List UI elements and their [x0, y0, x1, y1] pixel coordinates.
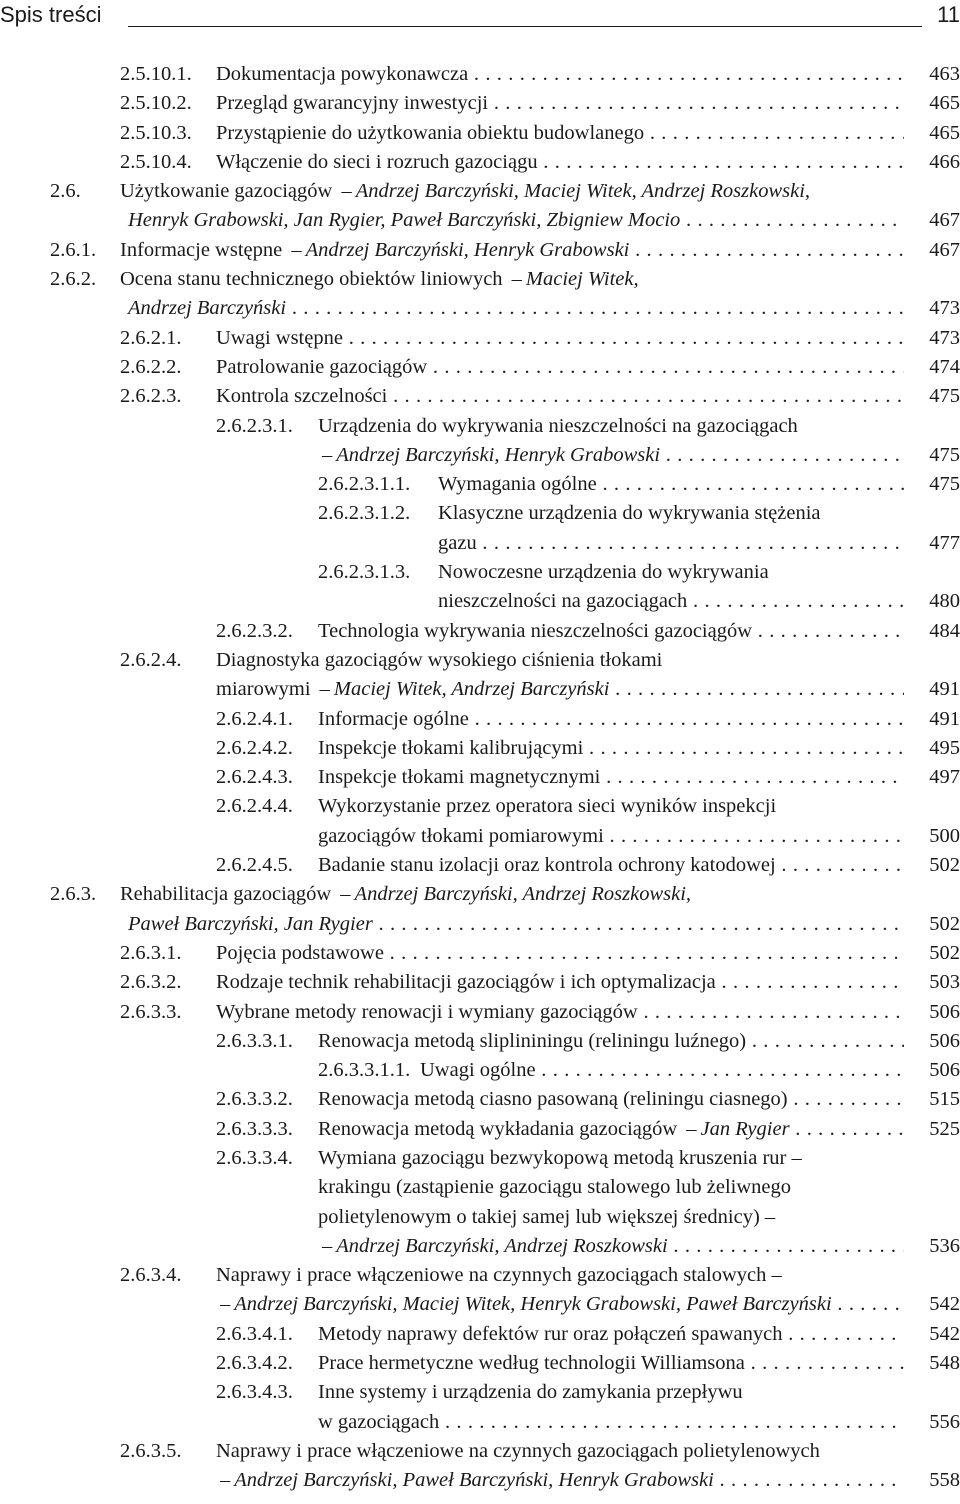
toc-entry-number: 2.5.10.4.	[120, 150, 192, 173]
toc-title-line	[120, 265, 904, 294]
toc-title-line	[318, 1173, 904, 1202]
toc-entry[interactable]	[0, 148, 960, 177]
toc-entry[interactable]	[0, 353, 960, 382]
toc-entry-number: 2.6.2.	[50, 268, 97, 291]
toc-entry-number: 2.6.3.5.	[120, 1439, 182, 1462]
toc-entry-title	[318, 792, 904, 851]
toc-entry[interactable]	[0, 1261, 960, 1320]
toc-title-text: Wymagania ogólne	[438, 473, 597, 496]
toc-title-line	[318, 441, 904, 470]
toc-entry-page: 497	[929, 766, 960, 789]
toc-title-line	[120, 236, 904, 265]
toc-title-line	[216, 998, 904, 1027]
toc-title-text: Urządzenia do wykrywania nieszczelności na gazociągach	[318, 414, 798, 437]
toc-title-text: Informacje wstępne	[120, 238, 283, 261]
toc-entry-number: 2.5.10.3.	[120, 121, 192, 144]
toc-entry-authors: Maciej Witek,	[525, 268, 639, 291]
toc-title-text: Technologia wykrywania nieszczelności gazociągów	[318, 619, 753, 642]
header-page-number: 11	[937, 2, 960, 27]
toc-title-line	[438, 587, 904, 616]
toc-entry-number: 2.6.3.2.	[120, 971, 182, 994]
toc-entry-number: 2.6.3.3.2.	[216, 1088, 293, 1111]
toc-entry-page: 506	[929, 1059, 960, 1082]
toc-title-text: krakingu (zastąpienie gazociągu stalowego lub żeliwnego	[318, 1176, 792, 1199]
toc-entry-page: 491	[929, 678, 960, 701]
toc-title-text: Wybrane metody renowacji i wymiany gazociągów	[216, 1000, 638, 1023]
toc-title-line	[420, 1056, 904, 1085]
toc-title-text: Renowacja metodą sliplininingu (reliningu luźnego)	[318, 1029, 747, 1052]
toc-entry-title	[318, 1085, 904, 1114]
toc-entry-number: 2.6.2.4.5.	[216, 854, 293, 877]
toc-entry-title	[120, 265, 904, 324]
toc-title-text: Przegląd gwarancyjny inwestycji	[216, 92, 489, 115]
toc-entry-title	[216, 353, 904, 382]
author-dash: –	[335, 883, 351, 906]
toc-title-text: Informacje ogólne	[318, 707, 469, 730]
toc-title-line	[318, 763, 904, 792]
toc-entry-page: 475	[929, 473, 960, 496]
author-dash: –	[681, 1117, 697, 1140]
toc-entry-number: 2.6.2.1.	[120, 326, 182, 349]
toc-title-line	[438, 558, 904, 587]
toc-title-text: Patrolowanie gazociągów	[216, 355, 428, 378]
toc-title-text: Naprawy i prace włączeniowe na czynnych gazociągach polietylenowych	[216, 1439, 820, 1462]
toc-entry-title	[216, 1261, 904, 1320]
toc-entry-title	[318, 734, 904, 763]
toc-title-line	[438, 470, 904, 499]
toc-entry-title	[216, 939, 904, 968]
toc-entry-page: 502	[929, 941, 960, 964]
toc-entry-page: 477	[929, 531, 960, 554]
toc-entry-authors: Andrzej Barczyński, Andrzej Roszkowski,	[354, 883, 692, 906]
toc-title-text: Renowacja metodą ciasno pasowaną (reliningu ciasnego)	[318, 1088, 788, 1111]
toc-entry-authors: Andrzej Barczyński, Henryk Grabowski	[305, 238, 630, 261]
toc-title-line	[438, 529, 904, 558]
toc-entry-page: 475	[929, 443, 960, 466]
toc-entry[interactable]	[0, 1144, 960, 1261]
toc-entry-page: 506	[929, 1029, 960, 1052]
toc-entry-number: 2.6.2.3.2.	[216, 619, 293, 642]
toc-title-text: polietylenowym o takiej samej lub większej średnicy) –	[318, 1205, 776, 1228]
toc-title-line	[318, 1349, 904, 1378]
toc-title-text: Klasyczne urządzenia do wykrywania stężenia	[438, 502, 821, 525]
toc-entry-number: 2.6.2.3.	[120, 385, 182, 408]
toc-entry-number: 2.6.3.4.2.	[216, 1352, 293, 1375]
toc-entry[interactable]	[0, 1027, 960, 1056]
toc-entry-page: 500	[929, 824, 960, 847]
toc-entry[interactable]	[0, 968, 960, 997]
toc-entry-number: 2.6.2.3.1.1.	[318, 473, 411, 496]
toc-entry[interactable]	[0, 705, 960, 734]
toc-entry-page: 465	[929, 92, 960, 115]
toc-entry[interactable]	[0, 60, 960, 89]
toc-entry-page: 480	[929, 590, 960, 613]
toc-entry-title	[438, 558, 904, 617]
toc-entry[interactable]	[0, 236, 960, 265]
toc-entry-page: 525	[929, 1117, 960, 1140]
toc-title-line	[216, 382, 904, 411]
toc-entry[interactable]	[0, 734, 960, 763]
toc-title-text: Przystąpienie do użytkowania obiektu budowlanego	[216, 121, 645, 144]
toc-title-line	[216, 353, 904, 382]
toc-entry[interactable]	[0, 851, 960, 880]
toc-entry-number: 2.6.1.	[50, 238, 97, 261]
toc-entry-number: 2.6.3.3.4.	[216, 1146, 293, 1169]
toc-entry-number: 2.6.3.4.1.	[216, 1322, 293, 1345]
toc-title-text: Kontrola szczelności	[216, 385, 388, 408]
toc-entry-number: 2.6.3.3.1.	[216, 1029, 293, 1052]
toc-title-line	[216, 968, 904, 997]
toc-entry-title	[318, 412, 904, 471]
toc-entry[interactable]	[0, 1437, 960, 1496]
toc-entry-page: 556	[929, 1410, 960, 1433]
toc-title-line	[120, 177, 904, 206]
toc-title-line	[318, 1027, 904, 1056]
toc-title-line	[318, 1115, 904, 1144]
toc-title-text: Wymiana gazociągu bezwykopową metodą kruszenia rur –	[318, 1146, 802, 1169]
toc-entry-title	[318, 1349, 904, 1378]
toc-title-text: Badanie stanu izolacji oraz kontrola ochrony katodowej	[318, 854, 776, 877]
toc-entry-page: 474	[929, 355, 960, 378]
toc-entry-authors: Jan Rygier	[700, 1117, 790, 1140]
toc-entry-number: 2.6.3.3.1.1.	[318, 1059, 411, 1082]
toc-entry[interactable]	[0, 499, 960, 558]
toc-title-text: Inspekcje tłokami magnetycznymi	[318, 766, 601, 789]
toc-entry-page: 475	[929, 385, 960, 408]
toc-title-line	[216, 148, 904, 177]
toc-entry[interactable]	[0, 763, 960, 792]
toc-title-line	[216, 89, 904, 118]
toc-entry[interactable]	[0, 1115, 960, 1144]
toc-title-text: Użytkowanie gazociągów	[120, 180, 333, 203]
toc-entry-title	[318, 851, 904, 880]
toc-title-line	[216, 675, 904, 704]
toc-entry[interactable]	[0, 89, 960, 118]
toc-entry-page: 515	[929, 1088, 960, 1111]
toc-entry-number: 2.6.2.3.1.2.	[318, 502, 411, 525]
toc-entry-number: 2.6.2.4.1.	[216, 707, 293, 730]
toc-title-text: Naprawy i prace włączeniowe na czynnych gazociągach stalowych –	[216, 1264, 782, 1287]
toc-title-text: Metody naprawy defektów rur oraz połączeń spawanych	[318, 1322, 783, 1345]
toc-entry-title	[318, 1378, 904, 1437]
toc-entry-number: 2.6.2.3.1.3.	[318, 561, 411, 584]
toc-entry[interactable]	[0, 119, 960, 148]
header-rule	[128, 26, 922, 27]
toc-entry-title	[216, 324, 904, 353]
toc-title-text: miarowymi	[216, 678, 311, 701]
toc-entry-title	[438, 499, 904, 558]
toc-entry-page: 506	[929, 1000, 960, 1023]
toc-title-line	[120, 910, 904, 939]
toc-entry[interactable]	[0, 939, 960, 968]
toc-entry-number: 2.6.2.2.	[120, 355, 182, 378]
toc-title-line	[318, 1378, 904, 1407]
toc-title-text: Dokumentacja powykonawcza	[216, 63, 469, 85]
author-dash: –	[220, 1293, 231, 1316]
toc-entry-title	[216, 60, 904, 89]
toc-entry-title	[216, 148, 904, 177]
toc-title-line	[318, 822, 904, 851]
toc-entry-page: 463	[929, 63, 960, 85]
toc-title-line	[318, 1085, 904, 1114]
toc-entry-title	[216, 119, 904, 148]
toc-entry-page: 467	[929, 238, 960, 261]
toc-entry-page: 502	[929, 912, 960, 935]
toc-entry-authors: Henryk Grabowski, Jan Rygier, Paweł Barczyński, Zbigniew Mocio	[128, 209, 681, 232]
toc-entry-title	[318, 1115, 904, 1144]
toc-title-line	[318, 617, 904, 646]
toc-title-line	[318, 792, 904, 821]
toc-entry-number: 2.6.3.3.3.	[216, 1117, 293, 1140]
toc-entry-number: 2.6.2.4.4.	[216, 795, 293, 818]
toc-entry[interactable]	[0, 792, 960, 851]
toc-entry-number: 2.6.3.3.	[120, 1000, 182, 1023]
toc-title-line	[216, 939, 904, 968]
toc-entry-page: 503	[929, 971, 960, 994]
toc-entry[interactable]	[0, 617, 960, 646]
toc-entry-title	[318, 1320, 904, 1349]
toc-entry-number: 2.6.2.4.3.	[216, 766, 293, 789]
toc-entry-page: 536	[929, 1234, 960, 1257]
toc-entry-authors: Andrzej Barczyński, Andrzej Roszkowski	[336, 1234, 668, 1257]
toc-entry[interactable]	[0, 470, 960, 499]
toc-entry[interactable]	[0, 382, 960, 411]
toc-entry-page: 542	[929, 1322, 960, 1345]
toc-entry-number: 2.6.2.3.1.	[216, 414, 293, 437]
toc-entry-authors: Andrzej Barczyński	[128, 297, 287, 320]
toc-title-line	[318, 1203, 904, 1232]
toc-entry-title	[438, 470, 904, 499]
toc-entry-page: 491	[929, 707, 960, 730]
toc-title-line	[318, 705, 904, 734]
toc-entry-page: 473	[929, 297, 960, 320]
toc-title-line	[318, 1232, 904, 1261]
toc-title-line	[438, 499, 904, 528]
toc-entry-title	[216, 646, 904, 705]
toc-title-text: Uwagi wstępne	[216, 326, 343, 349]
toc-entry-page: 558	[929, 1469, 960, 1492]
toc-entry[interactable]	[0, 324, 960, 353]
toc-entry-title	[120, 880, 904, 939]
toc-entry-page: 466	[929, 150, 960, 173]
toc-entry-number: 2.6.3.4.3.	[216, 1381, 293, 1404]
toc-entry-title	[318, 617, 904, 646]
toc-entry-page: 542	[929, 1293, 960, 1316]
toc-entry[interactable]	[0, 880, 960, 939]
author-dash: –	[336, 180, 352, 203]
toc-title-text: gazu	[438, 531, 477, 554]
toc-title-text: Inspekcje tłokami kalibrującymi	[318, 736, 584, 759]
toc-title-text: w gazociągach	[318, 1410, 440, 1433]
toc-title-line	[318, 1408, 904, 1437]
toc-title-text: Prace hermetyczne według technologii Williamsona	[318, 1352, 745, 1375]
toc-entry-title	[216, 998, 904, 1027]
header-title: Spis treści	[0, 2, 102, 27]
toc-entry-title	[318, 705, 904, 734]
page-header	[0, 0, 960, 32]
toc-entry[interactable]	[0, 1085, 960, 1114]
toc-entry-page: 473	[929, 326, 960, 349]
toc-title-text: Pojęcia podstawowe	[216, 941, 384, 964]
toc-entry-page: 502	[929, 854, 960, 877]
toc-title-text: Ocena stanu technicznego obiektów liniowych	[120, 268, 503, 291]
toc-title-line	[318, 851, 904, 880]
author-dash	[120, 209, 128, 231]
toc-title-text: Nowoczesne urządzenia do wykrywania	[438, 561, 769, 584]
toc-entry-title	[216, 968, 904, 997]
toc-title-line	[120, 206, 904, 235]
toc-title-line	[216, 60, 904, 89]
toc-title-line	[216, 1437, 904, 1466]
table-of-contents	[0, 60, 960, 1496]
toc-title-line	[216, 1261, 904, 1290]
toc-entry-authors: Andrzej Barczyński, Henryk Grabowski	[336, 443, 661, 466]
toc-entry-number: 2.6.	[50, 180, 81, 203]
toc-title-line	[120, 294, 904, 323]
toc-entry[interactable]	[0, 1320, 960, 1349]
toc-entry[interactable]	[0, 558, 960, 617]
author-dash: –	[286, 238, 302, 261]
toc-title-text: Rehabilitacja gazociągów	[120, 883, 332, 906]
toc-entry-number: 2.5.10.1.	[120, 63, 192, 85]
toc-entry-title	[318, 1027, 904, 1056]
toc-entry[interactable]	[0, 265, 960, 324]
toc-title-line	[318, 734, 904, 763]
toc-entry-authors: Andrzej Barczyński, Paweł Barczyński, Henryk Grabowski	[234, 1469, 714, 1492]
toc-entry-title	[318, 763, 904, 792]
toc-entry-number: 2.6.2.4.2.	[216, 736, 293, 759]
author-dash	[120, 913, 128, 935]
toc-title-line	[216, 646, 904, 675]
toc-title-text: Uwagi ogólne	[420, 1059, 536, 1082]
toc-entry-number: 2.6.3.1.	[120, 941, 182, 964]
toc-entry-title	[120, 236, 904, 265]
toc-title-text: Renowacja metodą wykładania gazociągów	[318, 1117, 678, 1140]
toc-title-line	[216, 119, 904, 148]
toc-entry-title	[216, 382, 904, 411]
toc-entry[interactable]	[0, 998, 960, 1027]
toc-title-line	[216, 1290, 904, 1319]
toc-entry-title	[318, 1144, 904, 1261]
toc-entry[interactable]	[0, 1349, 960, 1378]
toc-entry-page: 467	[929, 209, 960, 232]
author-dash	[120, 297, 128, 319]
toc-entry[interactable]	[0, 177, 960, 236]
toc-entry-page: 495	[929, 736, 960, 759]
author-dash: –	[322, 1234, 333, 1257]
toc-title-text: Wykorzystanie przez operatora sieci wyników inspekcji	[318, 795, 777, 818]
toc-entry-number: 2.6.3.	[50, 883, 97, 906]
toc-entry-authors: Andrzej Barczyński, Maciej Witek, Henryk Grabowski, Paweł Barczyński	[234, 1293, 832, 1316]
toc-title-line	[216, 324, 904, 353]
toc-title-text: Inne systemy i urządzenia do zamykania przepływu	[318, 1381, 743, 1404]
toc-entry[interactable]	[0, 1056, 960, 1085]
toc-title-text: Diagnostyka gazociągów wysokiego ciśnienia tłokami	[216, 648, 663, 671]
toc-entry-number: 2.5.10.2.	[120, 92, 192, 115]
toc-title-line	[318, 412, 904, 441]
toc-entry-authors: Paweł Barczyński, Jan Rygier	[128, 912, 373, 935]
toc-entry-authors: Andrzej Barczyński, Maciej Witek, Andrzej Roszkowski,	[355, 180, 811, 203]
toc-title-text: Rodzaje technik rehabilitacji gazociągów i ich optymalizacja	[216, 971, 716, 994]
toc-entry-page: 484	[929, 619, 960, 642]
toc-entry-page: 465	[929, 121, 960, 144]
toc-entry-number: 2.6.3.4.	[120, 1264, 182, 1287]
toc-title-line	[318, 1144, 904, 1173]
toc-entry-page: 548	[929, 1352, 960, 1375]
author-dash: –	[220, 1469, 231, 1492]
toc-entry-title	[420, 1056, 904, 1085]
toc-title-line	[318, 1320, 904, 1349]
toc-entry-title	[120, 177, 904, 236]
toc-entry[interactable]	[0, 1378, 960, 1437]
author-dash: –	[314, 678, 330, 701]
author-dash: –	[506, 268, 522, 291]
toc-title-text: gazociągów tłokami pomiarowymi	[318, 824, 604, 847]
toc-title-text: Włączenie do sieci i rozruch gazociągu	[216, 150, 538, 173]
toc-entry-authors: Maciej Witek, Andrzej Barczyński	[333, 678, 610, 701]
toc-entry[interactable]	[0, 412, 960, 471]
toc-title-text: nieszczelności na gazociągach	[438, 590, 688, 613]
toc-title-line	[216, 1466, 904, 1495]
toc-entry-number: 2.6.2.4.	[120, 648, 182, 671]
toc-title-line	[120, 880, 904, 909]
author-dash: –	[322, 443, 333, 466]
toc-entry-title	[216, 1437, 904, 1496]
toc-entry[interactable]	[0, 646, 960, 705]
toc-entry-title	[216, 89, 904, 118]
